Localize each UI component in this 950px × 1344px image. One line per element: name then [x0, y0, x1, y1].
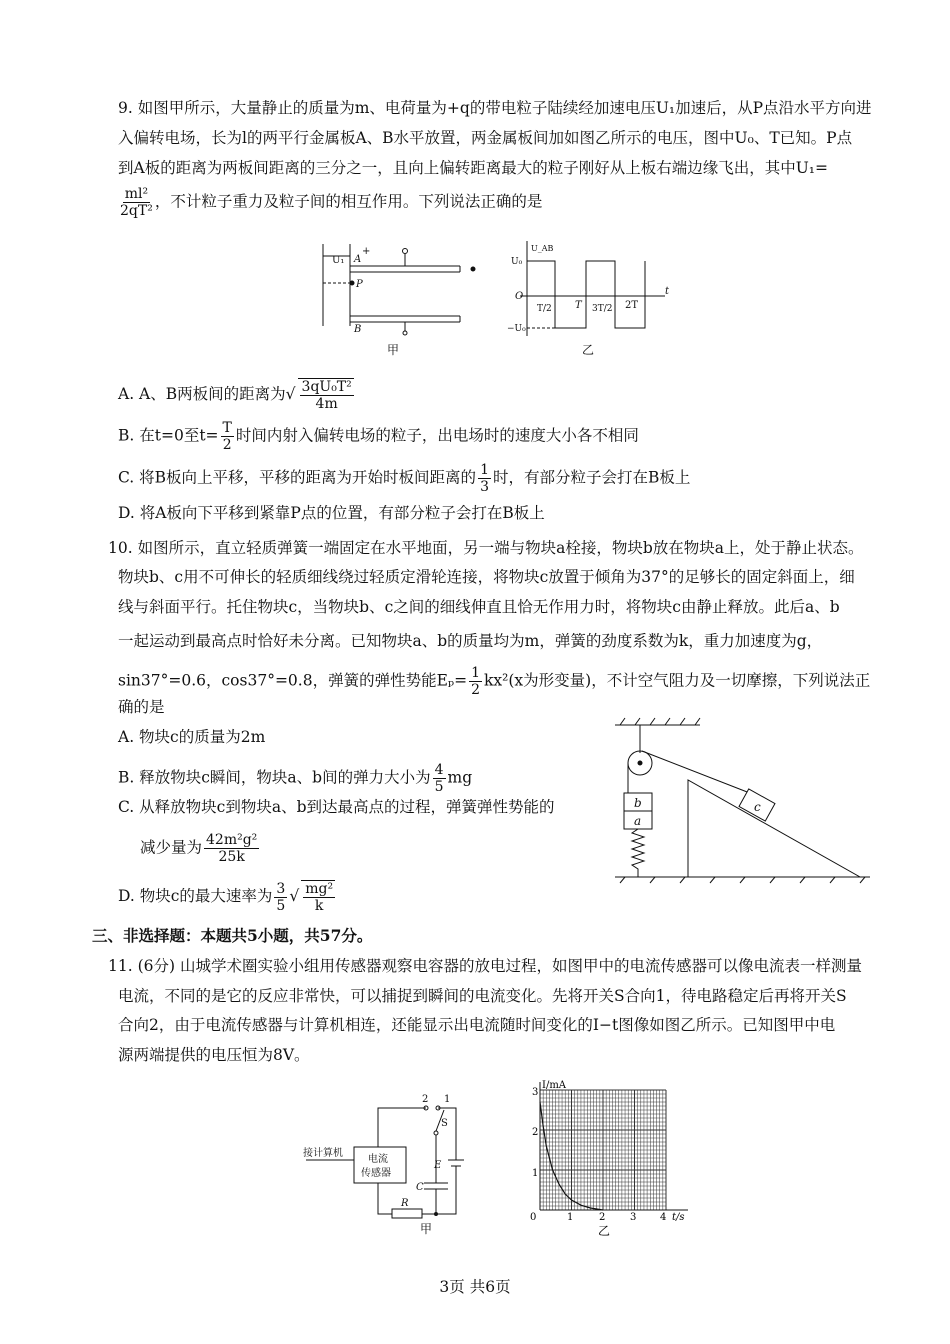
text: B. 在t=0至t=	[118, 426, 219, 445]
q10-line2: 物块b、c用不可伸长的轻质细线绕过轻质定滑轮连接，将物块c放置于倾角为37°的足够长的固定斜面上，细	[118, 568, 855, 586]
figure-yi	[520, 241, 665, 336]
label-resistor: R	[401, 1198, 409, 1209]
label-block-c: c	[754, 800, 761, 814]
q9-line4	[118, 186, 542, 219]
y-tick-1: 1	[532, 1168, 539, 1179]
text: A. A、B两板间的距离为	[118, 385, 286, 403]
text: ，不计粒子重力及粒子间的相互作用。下列说法正确的是	[154, 192, 543, 211]
fraction-num: 3qU₀T²	[301, 379, 352, 395]
q9-option-b	[118, 420, 639, 453]
label-computer: 接计算机	[303, 1148, 343, 1159]
label-sensor: 电流	[368, 1154, 388, 1165]
q9-figures	[290, 236, 690, 366]
fraction-den: 3	[480, 479, 489, 495]
q10-option-a: A. 物块c的质量为2m	[118, 728, 266, 746]
y-axis-label: I/mA	[542, 1080, 567, 1091]
fraction-den: 2	[222, 437, 232, 453]
text: D. 物块c的最大速率为	[118, 887, 273, 905]
x-tick-1: 1	[567, 1212, 574, 1223]
fraction-num: mg²	[305, 881, 334, 897]
label-origin: O	[515, 291, 524, 302]
caption-jia: 甲	[387, 343, 400, 357]
q10-figure	[610, 715, 880, 890]
fraction-num: 3	[276, 880, 286, 897]
caption-yi: 乙	[582, 343, 595, 357]
label-block-b: b	[634, 796, 642, 810]
fraction-den: 2qT²	[120, 203, 153, 219]
y-tick-2: 2	[532, 1127, 539, 1138]
caption-jia: 甲	[420, 1222, 433, 1236]
label-battery: E	[434, 1160, 442, 1171]
q10-line1: 10. 如图所示，直立轻质弹簧一端固定在水平地面，另一端与物块a栓接，物块b放在物块a上，处于静止状态。	[108, 539, 864, 557]
fraction-den: 25k	[218, 849, 245, 865]
q10-option-d: D. 物块c的最大速率为 $\frac{3}{5}$ √ $\frac{\text{mg²}}{k}$	[118, 880, 334, 914]
caption-yi: 乙	[598, 1224, 611, 1238]
q10-line4: 一起运动到最高点时恰好未分离。已知物块a、b的质量均为m，弹簧的劲度系数为k，重力加速度为g，	[118, 632, 823, 650]
q9-option-d: D. 将A板向下平移到紧靠P点的位置，有部分粒子会打在B板上	[118, 504, 545, 522]
tick-t-half: T/2	[537, 304, 552, 314]
tick-t: T	[575, 300, 582, 311]
x-tick-0: 0	[530, 1212, 537, 1223]
fraction-num: 1	[480, 462, 489, 478]
x-axis-label: t/s	[672, 1212, 685, 1223]
label-a: A	[354, 254, 362, 265]
label-t: t	[665, 286, 670, 297]
section-heading: 三、非选择题：本题共5小题，共57分。	[92, 926, 373, 945]
tick-2t: 2T	[625, 300, 639, 311]
fraction-den: k	[314, 898, 324, 914]
fraction-den: 5	[434, 779, 444, 795]
fraction-num: T	[222, 420, 232, 436]
q10-option-b	[118, 762, 472, 795]
q11-line4: 源两端提供的电压恒为8V。	[118, 1046, 310, 1064]
q9-line1: 9. 如图甲所示，大量静止的质量为m、电荷量为+q的带电粒子陆续经加速电压U₁加速后，从P点沿水平方向进	[118, 99, 872, 117]
label-capacitor: C	[416, 1182, 424, 1193]
x-tick-4: 4	[660, 1212, 667, 1223]
fraction-num: ml²	[124, 186, 149, 202]
x-tick-2: 2	[599, 1212, 606, 1223]
circuit-figure	[298, 1090, 488, 1240]
fraction-num: 1	[471, 665, 481, 681]
fraction-den: 4m	[315, 396, 338, 412]
q9-option-a: A. A、B两板间的距离为√ $\frac{\text{3qU₀T²}}{4m}$	[118, 379, 352, 412]
figure-jia	[323, 244, 475, 335]
current-time-chart	[520, 1080, 700, 1240]
page-footer: 3页 共6页	[439, 1278, 511, 1296]
q10-option-c: C. 从释放物块c到物块a、b到达最高点的过程，弹簧弹性势能的	[118, 798, 555, 816]
text: 减少量为	[140, 838, 203, 857]
text: B. 释放物块c瞬间，物块a、b间的弹力大小为	[118, 768, 431, 787]
q11-line2: 电流，不同的是它的反应非常快，可以捕捉到瞬间的电流变化。先将开关S合向1，待电路稳定后再将开关S	[118, 987, 847, 1005]
q11-line3: 合向2，由于电流传感器与计算机相连，还能显示出电流随时间变化的I−t图像如图乙所示。已知图甲中电	[118, 1016, 836, 1034]
text: C. 将B板向上平移，平移的距离为开始时板间距离的	[118, 468, 477, 487]
q10-line5	[118, 665, 870, 698]
q11-line1: 11. (6分) 山城学术圈实验小组用传感器观察电容器的放电过程，如图甲中的电流传感器可以像电流表一样测量	[108, 957, 862, 975]
label-u1: U₁	[332, 255, 345, 266]
q9-line2: 入偏转电场，长为l的两平行金属板A、B水平放置，两金属板间加如图乙所示的电压，图中U₀、T已知。P点	[118, 129, 853, 147]
q10-option-c-cont	[140, 832, 261, 865]
fraction-num: 42m²g²	[206, 832, 258, 848]
tick-3t-half: 3T/2	[592, 304, 613, 314]
text: mg	[447, 768, 473, 787]
q9-option-c	[118, 462, 690, 495]
label-u0: U₀	[511, 257, 523, 267]
q10-line3: 线与斜面平行。托住物块c，当物块b、c之间的细线伸直且恰无作用力时，将物块c由静止释放。此后a、b	[118, 598, 840, 616]
label-terminal-1: 1	[444, 1094, 451, 1105]
text: sin37°=0.6，cos37°=0.8，弹簧的弹性势能Eₚ=	[118, 671, 468, 690]
fraction-den: 5	[276, 897, 286, 914]
label-switch: S	[441, 1118, 448, 1129]
label-b: B	[354, 324, 362, 335]
fraction-den: 2	[471, 682, 481, 698]
text: 时间内射入偏转电场的粒子，出电场时的速度大小各不相同	[235, 426, 639, 445]
y-tick-3: 3	[532, 1087, 539, 1098]
label-plus: +	[362, 246, 371, 257]
x-tick-3: 3	[630, 1212, 637, 1223]
q9-line3: 到A板的距离为两板间距离的三分之一，且向上偏转距离最大的粒子刚好从上板右端边缘飞出，其中U₁=	[118, 159, 828, 177]
text: kx²(x为形变量)，不计空气阻力及一切摩擦，下列说法正	[484, 671, 871, 690]
label-p: P	[356, 279, 363, 290]
label-uab: U_AB	[531, 244, 554, 253]
label-sensor-2: 传感器	[361, 1168, 391, 1179]
label-block-a: a	[634, 814, 642, 828]
label-terminal-2: 2	[422, 1094, 429, 1105]
text: 时，有部分粒子会打在B板上	[492, 468, 691, 487]
label-neg-u0: −U₀	[507, 324, 526, 334]
fraction-num: 4	[434, 762, 444, 778]
q10-line6: 确的是	[118, 698, 165, 716]
